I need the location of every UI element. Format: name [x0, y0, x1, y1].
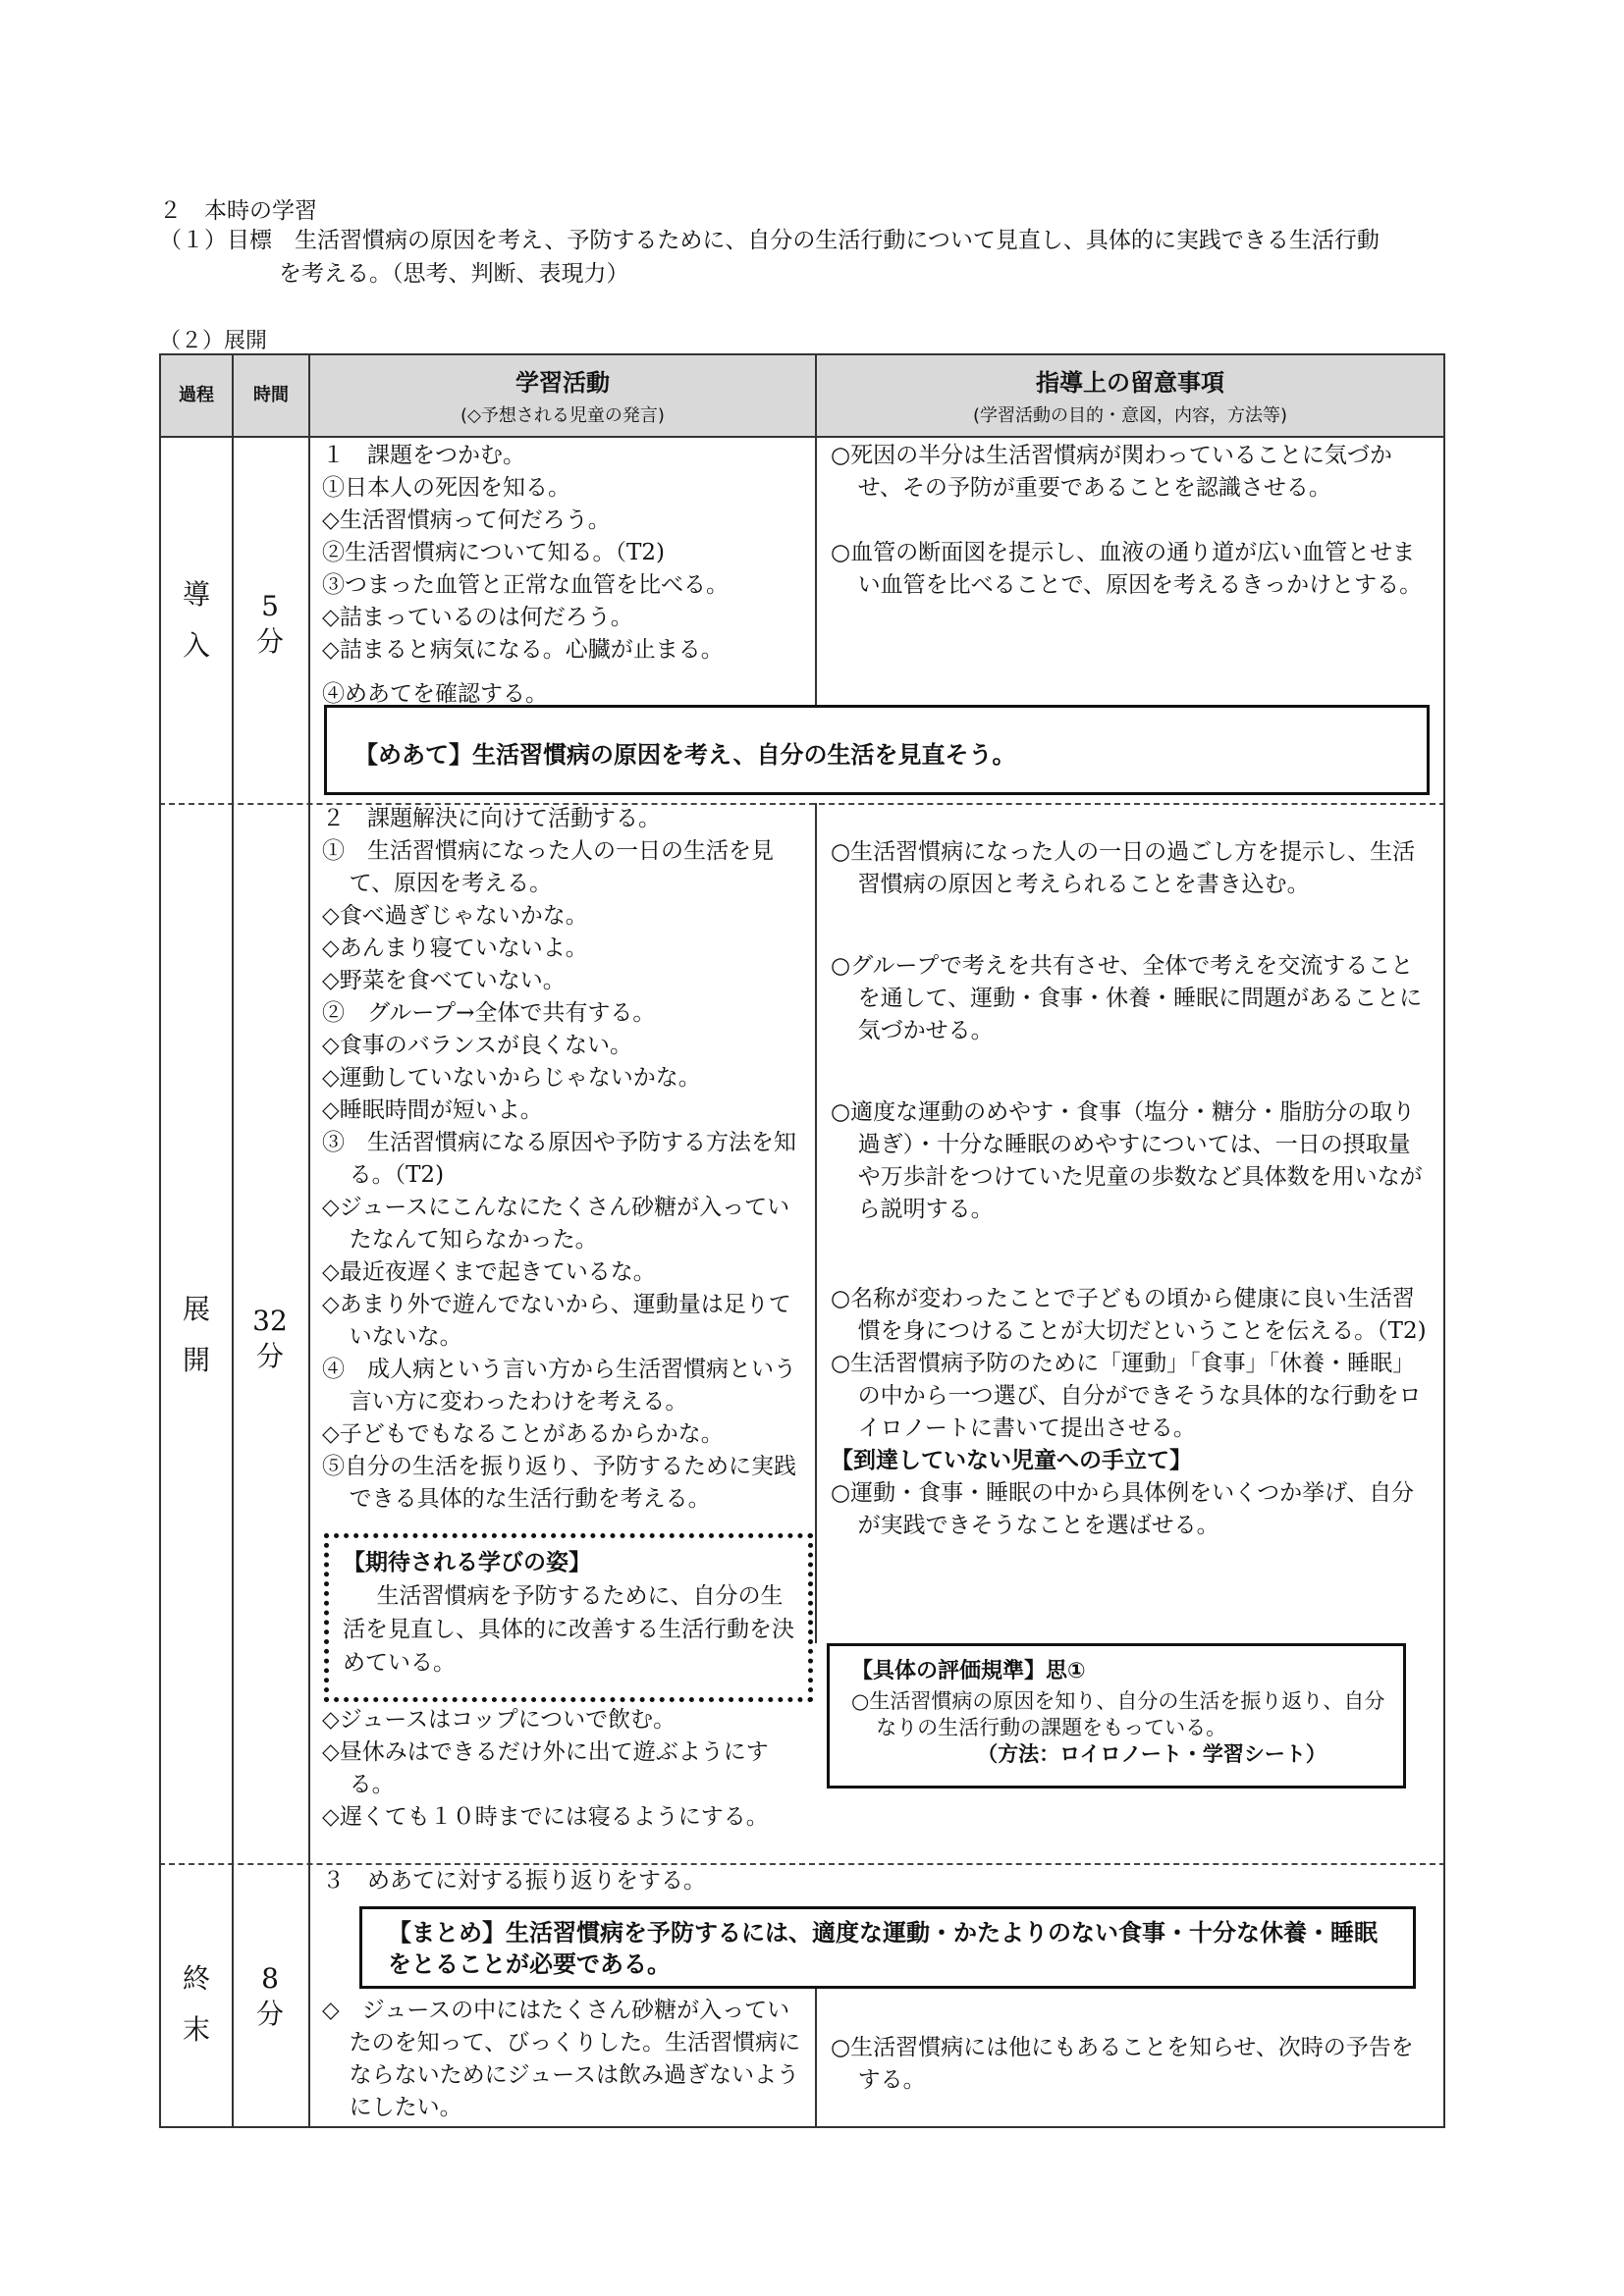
header-activity-sub: (◇予想される児童の発言): [460, 405, 665, 426]
table-border-top: [159, 353, 1445, 355]
develop-activity-line: ◇食事のバランスが良くない。: [322, 1033, 632, 1058]
closing-activity-line: ◇ ジュースの中にはたくさん砂糖が入っていたのを知って、びっくりした。生活習慣病にならないためにジュースは飲み過ぎないようにしたい。: [322, 1998, 801, 2120]
develop-activity-line: ◇ジュースはコップについで飲む。: [322, 1707, 677, 1733]
header-time: [234, 381, 308, 406]
header-notes: [817, 363, 1443, 427]
goal-line-2: を考える。（思考、判断、表現力）: [279, 261, 629, 287]
develop-note: ○グループで考えを共有させ、全体で考えを交流することを通して、運動・食事・休養・睡眠に問題があることに気づかせる。: [831, 953, 1423, 1043]
phase-intro-char-2: 入: [182, 629, 210, 662]
support-body: ○運動・食事・睡眠の中から具体例をいくつか挙げ、自分が実践できそうなことを選ばせる。: [831, 1480, 1415, 1538]
intro-activity: [322, 440, 809, 711]
develop-activity-line: ◇遅くても１０時までには寝るようにする。: [322, 1804, 769, 1830]
develop-activity-line: ◇最近夜遅くまで起きているな。: [322, 1259, 656, 1285]
meate-text: 【めあて】生活習慣病の原因を考え、自分の生活を見直そう。: [354, 741, 1016, 769]
phase-closing: [167, 1953, 226, 2056]
expected-learning-title: 【期待される学びの姿】: [343, 1550, 591, 1575]
develop-activity: [322, 803, 809, 1516]
intro-activity-line: ②生活習慣病について知る。（T2): [322, 540, 665, 565]
header-divider: [159, 436, 1445, 438]
evaluation-method: （方法：ロイロノート・学習シート）: [977, 1742, 1326, 1766]
develop-activity-line: ２ 課題解決に向けて活動する。: [322, 806, 661, 831]
develop-activity-line: ◇運動していないからじゃないかな。: [322, 1065, 701, 1091]
intro-activity-line: ③つまった血管と正常な血管を比べる。: [322, 572, 729, 598]
header-notes-sub: (学習活動の目的・意図，内容，方法等): [972, 405, 1288, 426]
expected-learning-body: 生活習慣病を予防するために、自分の生活を見直し、具体的に改善する生活行動を決めている。: [343, 1583, 794, 1676]
goal-line-1: （１）目標 生活習慣病の原因を考え、予防するために、自分の生活行動について見直し、具体的に実践できる生活行動: [159, 228, 1380, 253]
closing-activity-line: ３ めあてに対する振り返りをする。: [322, 1868, 706, 1894]
section-title: ２ 本時の学習: [159, 198, 317, 224]
activity-notes-divider-3: [815, 1987, 817, 2128]
develop-activity-line: ◇あんまり寝ていないよ。: [322, 935, 588, 961]
evaluation-criteria-box: [827, 1643, 1406, 1789]
table-border-left: [159, 353, 161, 2128]
support-title: 【到達していない児童への手立て】: [831, 1448, 1192, 1473]
develop-notes: [831, 836, 1432, 1542]
intro-activity-line: ④めあてを確認する。: [322, 681, 548, 707]
develop-activity-line: ⑤自分の生活を振り返り、予防するために実践できる具体的な生活行動を考える。: [322, 1454, 796, 1512]
table-border-right: [1443, 353, 1445, 2128]
time-develop-unit: 分: [255, 1340, 284, 1372]
closing-note: ○生活習慣病には他にもあることを知らせ、次時の予告をする。: [831, 2035, 1414, 2093]
header-activity: [310, 363, 815, 427]
develop-activity-line: ② グループ→全体で共有する。: [322, 1000, 656, 1026]
develop-activity-line: ◇ジュースにこんなにたくさん砂糖が入っていたなんて知らなかった。: [322, 1195, 790, 1253]
matome-box: [359, 1906, 1416, 1989]
intro-activity-line: ◇詰まっているのは何だろう。: [322, 605, 633, 630]
develop-activity-line: ◇子どもでもなることがあるからかな。: [322, 1421, 724, 1447]
tenkai-label: （２）展開: [159, 329, 268, 353]
matome-text: 【まとめ】生活習慣病を予防するには、適度な運動・かたよりのない食事・十分な休養・睡眠をとることが必要である。: [388, 1919, 1378, 1978]
intro-activity-line: １ 課題をつかむ。: [322, 443, 525, 468]
intro-note: ○血管の断面図を提示し、血液の通り道が広い血管とせまい血管を比べることで、原因を考えるきっかけとする。: [831, 540, 1423, 598]
time-closing: [241, 1961, 299, 2032]
phase-intro-char-1: 導: [182, 578, 210, 611]
intro-note: ○死因の半分は生活習慣病が関わっていることに気づかせ、その予防が重要であることを認識させる。: [831, 443, 1392, 501]
header-activity-label: 学習活動: [515, 369, 610, 397]
closing-notes: [831, 2032, 1432, 2097]
phase-closing-char-2: 末: [182, 2013, 210, 2046]
header-time-label: 時間: [253, 385, 289, 405]
develop-activity-line: ① 生活習慣病になった人の一日の生活を見て、原因を考える。: [322, 838, 774, 896]
table-border-bottom: [159, 2126, 1445, 2128]
time-intro: [241, 589, 299, 660]
phase-develop-char-2: 開: [182, 1344, 210, 1376]
develop-note: ○生活習慣病になった人の一日の過ごし方を提示し、生活習慣病の原因と考えられることを書き込む。: [831, 839, 1416, 897]
phase-develop-char-1: 展: [182, 1293, 210, 1325]
develop-note: ○適度な運動のめやす・食事（塩分・糖分・脂肪分の取り過ぎ）・十分な睡眠のめやすについては、一日の摂取量や万歩計をつけていた児童の歩数など具体数を用いながら説明する。: [831, 1099, 1423, 1222]
evaluation-title: 【具体の評価規準】思①: [851, 1659, 1086, 1683]
develop-activity-line: ◇野菜を食べていない。: [322, 968, 566, 993]
header-notes-label: 指導上の留意事項: [1036, 369, 1224, 397]
intro-activity-line: ①日本人の死因を知る。: [322, 475, 570, 501]
time-intro-unit: 分: [255, 625, 284, 658]
header-process-label: 過程: [179, 385, 214, 405]
activity-notes-divider-2: [815, 803, 817, 1643]
phase-intro: [167, 569, 226, 671]
develop-activity-line: ◇あまり外で遊んでないから、運動量は足りていないな。: [322, 1292, 791, 1350]
time-closing-value: 8: [261, 1962, 279, 1995]
header-process: [161, 381, 232, 406]
develop-activity-line: ④ 成人病という言い方から生活習慣病という言い方に変わったわけを考える。: [322, 1357, 796, 1415]
develop-activity-line: ◇睡眠時間が短いよ。: [322, 1097, 543, 1123]
phase-closing-char-1: 終: [182, 1962, 210, 1995]
closing-activity: [322, 1995, 809, 2124]
develop-note: ○生活習慣病予防のために「運動」「食事」「休養・睡眠」の中から一つ選び、自分ができそうな具体的な行動をロイロノートに書いて提出させる。: [831, 1351, 1422, 1441]
closing-activity-first: [322, 1865, 1402, 1897]
intro-activity-line: ◇生活習慣病って何だろう。: [322, 507, 611, 533]
develop-activity-line: ◇食べ過ぎじゃないかな。: [322, 903, 588, 929]
evaluation-body: ○生活習慣病の原因を知り、自分の生活を振り返り、自分なりの生活行動の課題をもっている。: [851, 1689, 1385, 1739]
time-intro-value: 5: [261, 590, 279, 622]
expected-learning-box: [324, 1533, 813, 1702]
time-develop-value: 32: [252, 1305, 288, 1337]
develop-activity-line: ③ 生活習慣病になる原因や予防する方法を知る。（T2): [322, 1130, 796, 1188]
phase-develop: [167, 1284, 226, 1386]
time-develop: [241, 1304, 299, 1374]
intro-notes: [831, 440, 1430, 602]
develop-note: ○名称が変わったことで子どもの頃から健康に良い生活習慣を身につけることが大切だということを伝える。（T2): [831, 1286, 1427, 1344]
time-closing-unit: 分: [255, 1998, 284, 2030]
meate-box: [324, 705, 1430, 795]
intro-activity-line: ◇詰まると病気になる。心臓が止まる。: [322, 637, 724, 663]
time-activity-divider: [308, 353, 310, 2128]
develop-activity-after: [322, 1704, 809, 1834]
lesson-goal: [159, 224, 1494, 291]
develop-activity-line: ◇昼休みはできるだけ外に出て遊ぶようにする。: [322, 1739, 769, 1797]
process-time-divider: [232, 353, 234, 2128]
